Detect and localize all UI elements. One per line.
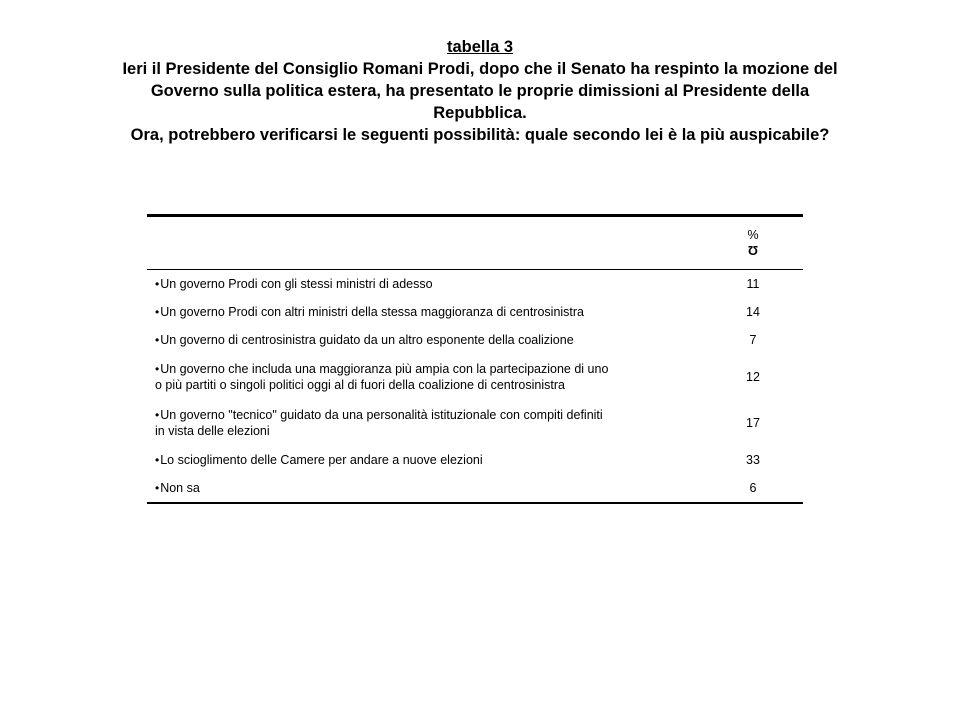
row-label-text: Un governo Prodi con altri ministri della stessa maggioranza di centrosinistra — [160, 305, 585, 319]
row-label-text: Un governo di centrosinistra guidato da un altro esponente della coalizione — [160, 333, 574, 347]
bullet-icon: • — [155, 333, 160, 347]
row-value: 33 — [746, 453, 760, 467]
table-row — [147, 474, 803, 503]
survey-table-container — [147, 214, 803, 504]
bullet-icon: • — [155, 408, 160, 422]
header-percent-cell — [703, 216, 803, 270]
table-heading: tabella 3 — [446, 38, 514, 56]
row-label — [147, 446, 703, 474]
row-value: 7 — [749, 333, 757, 347]
row-value: 17 — [746, 416, 760, 430]
row-label-text: Lo scioglimento delle Camere per andare a nuove elezioni — [160, 453, 483, 467]
question-line-3: Repubblica. — [433, 104, 527, 122]
row-label-text-line-2: in vista delle elezioni — [155, 424, 270, 438]
question-line-4: Ora, potrebbero verificarsi le seguenti possibilità: quale secondo lei è la più auspicabile? — [130, 126, 830, 144]
bullet-icon: • — [155, 277, 160, 291]
survey-table — [147, 214, 803, 504]
row-label — [147, 474, 703, 503]
bullet-icon: • — [155, 305, 160, 319]
table-row — [147, 270, 803, 299]
row-value: 14 — [746, 305, 760, 319]
table-header-row — [147, 216, 803, 270]
header-empty-cell — [147, 216, 703, 270]
row-label — [147, 354, 703, 400]
question-line-2: Governo sulla politica estera, ha presentato le proprie dimissioni al Presidente della — [150, 82, 810, 100]
row-label-text: Un governo Prodi con gli stessi ministri di adesso — [160, 277, 433, 291]
row-label-text-line-2: o più partiti o singoli politici oggi al di fuori della coalizione di centrosinistra — [155, 378, 565, 392]
row-label — [147, 326, 703, 354]
bullet-icon: • — [155, 481, 160, 495]
table-row — [147, 446, 803, 474]
bullet-icon: • — [155, 362, 160, 376]
question-line-1: Ieri il Presidente del Consiglio Romani Prodi, dopo che il Senato ha respinto la mozione del — [122, 60, 838, 78]
table-row — [147, 298, 803, 326]
row-value: 11 — [746, 277, 760, 291]
row-label — [147, 298, 703, 326]
omega-symbol: Ʊ — [747, 243, 759, 258]
row-value: 12 — [746, 370, 760, 384]
row-label-text-line-1: Un governo "tecnico" guidato da una personalità istituzionale con compiti definiti — [160, 408, 603, 422]
row-label — [147, 400, 703, 446]
bullet-icon: • — [155, 453, 160, 467]
table-row — [147, 400, 803, 446]
table-row — [147, 326, 803, 354]
row-label — [147, 270, 703, 299]
table-title-block — [60, 36, 900, 146]
row-label-text: Non sa — [160, 481, 200, 495]
row-label-text-line-1: Un governo che includa una maggioranza più ampia con la partecipazione di uno — [160, 362, 609, 376]
row-value: 6 — [703, 474, 803, 503]
percent-header: % — [747, 228, 759, 242]
table-row — [147, 354, 803, 400]
